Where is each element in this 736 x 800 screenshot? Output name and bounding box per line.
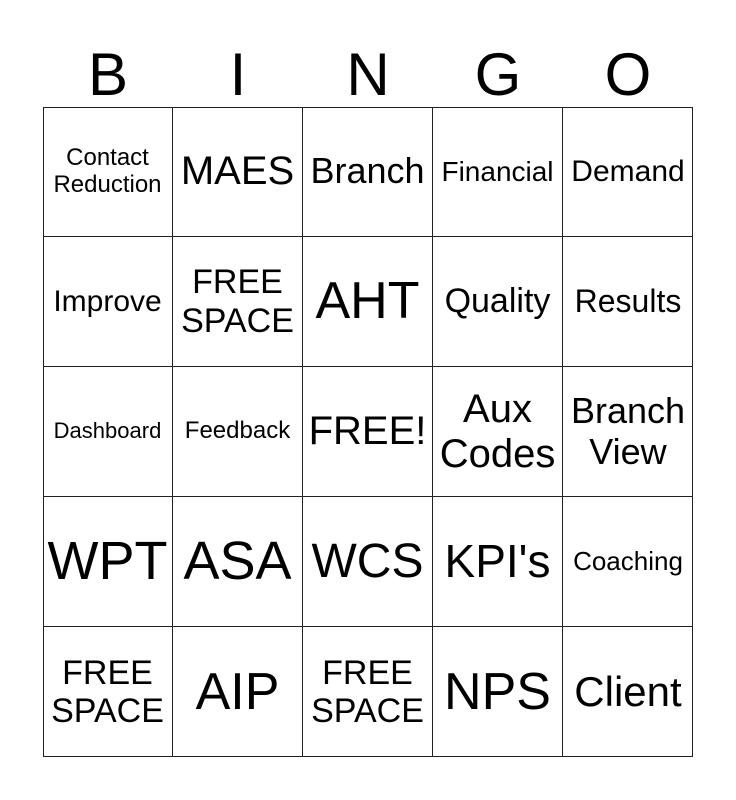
bingo-cell-label: Coaching [573, 545, 683, 576]
bingo-cell-r1-c4[interactable] [433, 107, 563, 237]
bingo-cell-label: Dashboard [53, 418, 162, 444]
header-letter-b: B [87, 41, 129, 108]
bingo-cell-label: Branch [310, 150, 425, 192]
bingo-cell-label: Aux Codes [439, 386, 556, 476]
bingo-cell-r3-c5[interactable] [563, 367, 693, 497]
bingo-cell-label: FREE SPACE [311, 653, 424, 730]
bingo-cell-r2-c5[interactable] [563, 237, 693, 367]
bingo-cell-label: FREE SPACE [181, 263, 294, 340]
bingo-cell-r3-c3[interactable] [303, 367, 433, 497]
bingo-cell-r2-c4[interactable] [433, 237, 563, 367]
bingo-cell-r4-c4[interactable] [433, 497, 563, 627]
bingo-cell-r1-c3[interactable] [303, 107, 433, 237]
bingo-cell-label: AHT [315, 272, 420, 331]
bingo-cell-r1-c1[interactable] [43, 107, 173, 237]
bingo-cell-label: MAES [180, 149, 295, 194]
bingo-cell-r2-c1[interactable] [43, 237, 173, 367]
header-letter-o: O [604, 41, 652, 108]
header-letter-n: N [346, 41, 390, 108]
bingo-cell-label: KPI's [444, 534, 551, 587]
bingo-cell-r3-c4[interactable] [433, 367, 563, 497]
bingo-cell-label: Quality [444, 282, 551, 321]
bingo-cell-r5-c4[interactable] [433, 627, 563, 757]
bingo-cell-label: FREE! [308, 409, 427, 454]
bingo-cell-r5-c1[interactable] [43, 627, 173, 757]
bingo-cell-r2-c3[interactable] [303, 237, 433, 367]
bingo-cell-r1-c5[interactable] [563, 107, 693, 237]
bingo-cell-r4-c3[interactable] [303, 497, 433, 627]
bingo-cell-r4-c5[interactable] [563, 497, 693, 627]
bingo-cell-r1-c2[interactable] [173, 107, 303, 237]
bingo-grid [43, 107, 693, 757]
bingo-cell-label: ASA [183, 531, 292, 592]
bingo-cell-label: Contact Reduction [53, 143, 162, 198]
bingo-cell-label: AIP [195, 662, 280, 721]
bingo-cell-label: Improve [53, 284, 162, 318]
bingo-cell-label: WCS [311, 534, 424, 588]
bingo-cell-label: Client [574, 668, 682, 716]
bingo-cell-label: Results [574, 282, 682, 319]
bingo-cell-r3-c2[interactable] [173, 367, 303, 497]
bingo-cell-label: Feedback [184, 417, 291, 445]
bingo-cell-label: Branch View [570, 390, 686, 472]
bingo-cell-label: FREE SPACE [51, 653, 164, 730]
bingo-cell-label: Financial [441, 155, 554, 187]
bingo-cell-label: Demand [571, 154, 685, 188]
bingo-cell-r2-c2[interactable] [173, 237, 303, 367]
bingo-cell-r5-c2[interactable] [173, 627, 303, 757]
bingo-cell-label: NPS [444, 662, 551, 721]
bingo-cell-r5-c5[interactable] [563, 627, 693, 757]
header-letter-g: G [474, 41, 522, 108]
bingo-cell-r4-c2[interactable] [173, 497, 303, 627]
bingo-cell-r5-c3[interactable] [303, 627, 433, 757]
header-letter-i: I [229, 41, 247, 108]
bingo-cell-label: WPT [47, 531, 168, 592]
bingo-header [43, 42, 693, 108]
bingo-cell-r3-c1[interactable] [43, 367, 173, 497]
bingo-cell-r4-c1[interactable] [43, 497, 173, 627]
